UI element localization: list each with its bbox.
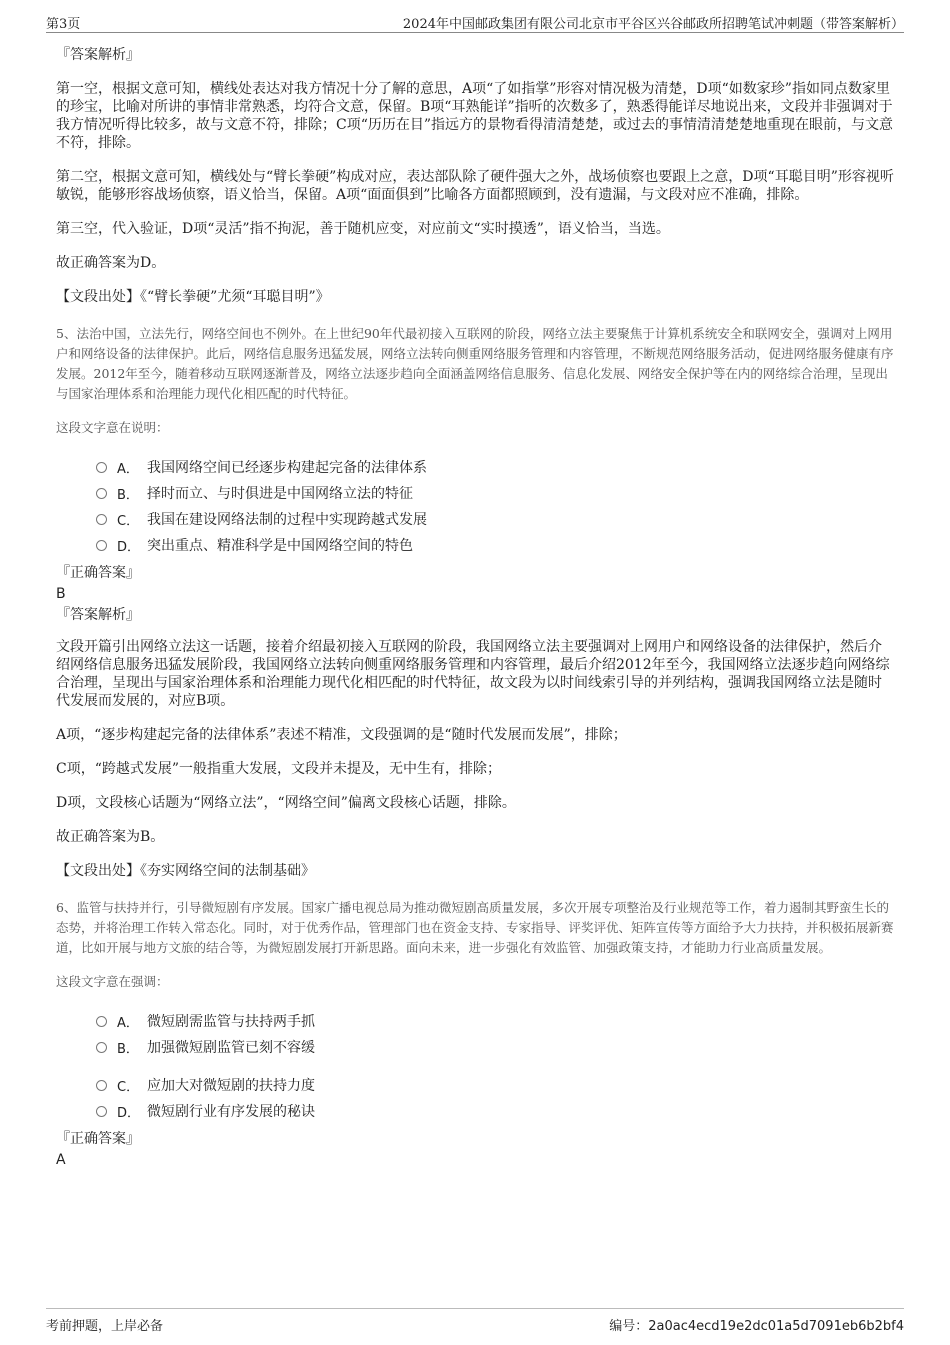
q6-option-a[interactable]: A． 微短剧需监管与扶持两手抓 <box>96 1008 894 1034</box>
q4-analysis-p2: 第二空，根据文意可知，横线处与“臂长拳硬”构成对应，表达部队除了硬件强大之外，战场侦察也要跟上之意，D项“耳聪目明”形容视听敏锐，能够形容战场侦察，语义恰当，保留。A项“面面俱到”比喻各方面都照顾到，没有遗漏，与文段对应不准确，排除。 <box>56 169 894 203</box>
q5-option-a[interactable]: A． 我国网络空间已经逐步构建起完备的法律体系 <box>96 454 894 480</box>
radio-button[interactable] <box>96 1016 107 1027</box>
option-text: 微短剧行业有序发展的秘诀 <box>147 1104 315 1120</box>
q5-prompt: 这段文字意在说明： <box>56 420 169 435</box>
q5-analysis-p1: 文段开篇引出网络立法这一话题，接着介绍最初接入互联网的阶段，我国网络立法主要强调对上网用户和网络设备的法律保护，然后介绍网络信息服务迅猛发展阶段，我国网络立法转向侧重网络服务管理和内容管理，最后介绍2012年至今，我国网络立法逐步趋向网络综合治理，呈现出与国家治理体系和治理能力现代化相匹配的时代特征，故文段为以时间线索引导的并列结构，强调我国网络立法是随时代发展而发展的，对应B项。 <box>56 639 890 709</box>
radio-button[interactable] <box>96 1106 107 1117</box>
q6-options <box>56 1008 894 1124</box>
option-text: 择时而立、与时俱进是中国网络立法的特征 <box>147 486 413 502</box>
document-code <box>609 1315 904 1334</box>
option-text: 应加大对微短剧的扶持力度 <box>147 1078 315 1094</box>
radio-button[interactable] <box>96 488 107 499</box>
radio-button[interactable] <box>96 462 107 473</box>
q4-analysis-p1: 第一空，根据文意可知，横线处表达对我方情况十分了解的意思，A项“了如指掌”形容对情况极为清楚，D项“如数家珍”指如同点数家里的珍宝，比喻对所讲的事情非常熟悉，均符合文意，保留。B项“耳熟能详”指听的次数多了，熟悉得能详尽地说出来，文段并非强调对于我方情况听得比较多，故与文意不符，排除；C项“历历在目”指远方的景物看得清清楚楚，或过去的事情清清楚楚地重现在眼前，与文意不符，排除。 <box>56 81 894 151</box>
q6-option-c[interactable]: C． 应加大对微短剧的扶持力度 <box>96 1072 894 1098</box>
footer-slogan: 考前押题，上岸必备 <box>46 1319 164 1334</box>
q4-conclusion: 故正确答案为D。 <box>56 255 166 271</box>
page-footer <box>46 1308 904 1337</box>
option-text: 微短剧需监管与扶持两手抓 <box>147 1014 315 1030</box>
q5-options <box>56 454 894 558</box>
q6-prompt: 这段文字意在强调： <box>56 974 169 989</box>
q4-analysis-p3: 第三空，代入验证，D项“灵活”指不拘泥，善于随机应变，对应前文“实时摸透”，语义恰当，当选。 <box>56 221 670 237</box>
code-value: 2a0ac4ecd19e2dc01a5d7091eb6b2bf4 <box>648 1319 904 1334</box>
code-label: 编号： <box>609 1319 649 1334</box>
page-number: 第3页 <box>46 17 81 32</box>
q6-option-b[interactable]: B． 加强微短剧监管已刻不容缓 <box>96 1034 894 1060</box>
q5-conclusion: 故正确答案为B。 <box>56 829 165 845</box>
q5-answer-label: 『正确答案』 <box>56 565 140 581</box>
page-content <box>56 44 894 1169</box>
q5-answer: B <box>56 586 66 602</box>
option-text: 加强微短剧监管已刻不容缓 <box>147 1040 315 1056</box>
radio-button[interactable] <box>96 1080 107 1091</box>
q6-answer: A <box>56 1152 66 1168</box>
page-header <box>46 10 904 33</box>
q4-source: 【文段出处】《“臂长拳硬”尤须“耳聪目明”》 <box>56 289 330 305</box>
radio-button[interactable] <box>96 514 107 525</box>
q5-source: 【文段出处】《夯实网络空间的法制基础》 <box>56 863 315 879</box>
option-text: 突出重点、精准科学是中国网络空间的特色 <box>147 538 413 554</box>
q5-question: 5、法治中国，立法先行，网络空间也不例外。在上世纪90年代最初接入互联网的阶段，网络立法主要聚焦于计算机系统安全和联网安全，强调对上网用户和网络设备的法律保护。此后，网络信息服务迅猛发展，网络立法转向侧重网络服务管理和内容管理，不断规范网络服务活动，促进网络服务健康有序发展。2012年至今，随着移动互联网逐渐普及，网络立法逐步趋向全面涵盖网络信息服务、信息化发展、网络安全保护等在内的网络综合治理，呈现出与国家治理体系和治理能力现代化相匹配的时代特征。 <box>56 326 894 401</box>
document-title: 2024年中国邮政集团有限公司北京市平谷区兴谷邮政所招聘笔试冲刺题（带答案解析） <box>402 17 904 32</box>
q5-option-c[interactable]: C． 我国在建设网络法制的过程中实现跨越式发展 <box>96 506 894 532</box>
q5-option-b[interactable]: B． 择时而立、与时俱进是中国网络立法的特征 <box>96 480 894 506</box>
option-text: 我国网络空间已经逐步构建起完备的法律体系 <box>147 460 427 476</box>
radio-button[interactable] <box>96 540 107 551</box>
q5-option-d[interactable]: D． 突出重点、精准科学是中国网络空间的特色 <box>96 532 894 558</box>
option-text: 我国在建设网络法制的过程中实现跨越式发展 <box>147 512 427 528</box>
q6-option-d[interactable]: D． 微短剧行业有序发展的秘诀 <box>96 1098 894 1124</box>
q6-question: 6、监管与扶持并行，引导微短剧有序发展。国家广播电视总局为推动微短剧高质量发展，多次开展专项整治及行业规范等工作，着力遏制其野蛮生长的态势，并将治理工作转入常态化。同时，对于优秀作品，管理部门也在资金支持、专家指导、评奖评优、矩阵宣传等方面给予大力扶持，并积极拓展新赛道，比如开展与地方文旅的结合等，为微短剧发展打开新思路。面向未来，进一步强化有效监管、加强政策支持，才能助力行业高质量发展。 <box>56 900 894 955</box>
q4-analysis-label: 『答案解析』 <box>56 47 140 63</box>
q5-analysis-label: 『答案解析』 <box>56 607 140 623</box>
q5-analysis-p2: A项，“逐步构建起完备的法律体系”表述不精准，文段强调的是“随时代发展而发展”，排除； <box>56 727 627 743</box>
q6-answer-label: 『正确答案』 <box>56 1131 140 1147</box>
q5-analysis-p3: C项，“跨越式发展”一般指重大发展，文段并未提及，无中生有，排除； <box>56 761 502 777</box>
q5-analysis-p4: D项，文段核心话题为“网络立法”，“网络空间”偏离文段核心话题，排除。 <box>56 795 516 811</box>
radio-button[interactable] <box>96 1042 107 1053</box>
